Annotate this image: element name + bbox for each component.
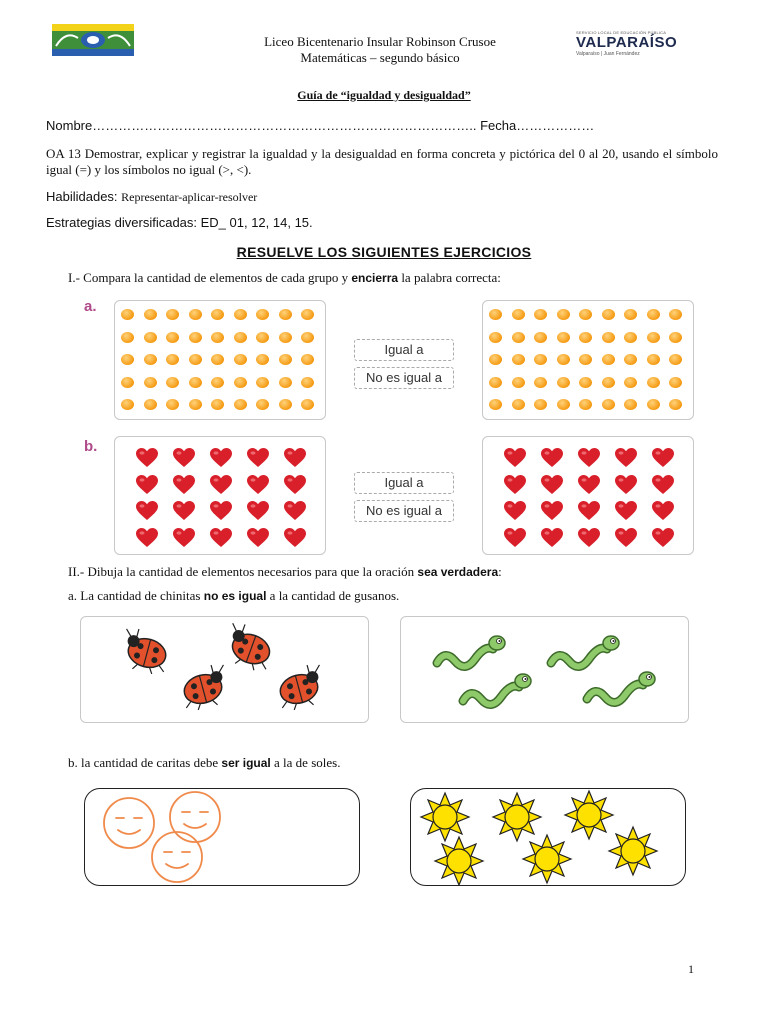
item-b-bold: ser igual [221,756,271,770]
orange-dot-icon [647,309,660,320]
heart-icon [578,501,600,521]
name-date-line: Nombre…………………………………………………………………………….. Fecha……………… [46,118,595,133]
exercise-b-label: b. [84,438,98,455]
orange-dot-icon [557,309,570,320]
sun-icon [609,827,657,875]
item-b-text-end: a la de soles. [270,755,341,770]
orange-dot-icon [144,399,157,410]
heart-icon [504,528,526,548]
orange-dot-icon [579,354,592,365]
orange-dot-icon [234,309,247,320]
orange-dot-icon [279,377,292,388]
heart-icon [504,501,526,521]
sun-icon [421,793,469,841]
worms-box [400,616,689,723]
heart-icon [504,448,526,468]
hearts-group-right [482,436,694,555]
orange-dot-icon [121,399,134,410]
orange-dot-icon [512,354,525,365]
orange-dot-icon [144,354,157,365]
orange-dot-icon [189,354,202,365]
orange-dot-icon [669,399,682,410]
heart-icon [652,448,674,468]
orange-dot-icon [579,377,592,388]
orange-dot-icon [189,309,202,320]
school-logo [52,24,134,56]
heart-icon [284,475,306,495]
heart-icon [210,475,232,495]
heart-icon [615,528,637,548]
orange-dot-icon [579,332,592,343]
orange-dot-icon [166,332,179,343]
smiley-face-icon [170,792,220,842]
orange-dot-icon [256,399,269,410]
strategies-text: Estrategias diversificadas: ED_ 01, 12, 14, 15. [46,215,313,230]
heart-icon [210,501,232,521]
ladybugs-box [80,616,369,723]
orange-dot-icon [669,332,682,343]
orange-dot-icon [121,309,134,320]
orange-dot-icon [279,309,292,320]
heart-icon [541,501,563,521]
part1-instruction: I.- Compara la cantidad de elementos de cada grupo y [68,270,352,285]
orange-dot-icon [647,399,660,410]
smiley-face-icon [104,798,154,848]
skills-label: Habilidades: [46,189,122,204]
heart-icon [615,475,637,495]
heart-icon [578,475,600,495]
heart-icon [210,528,232,548]
orange-dot-icon [234,399,247,410]
item-a-text-end: a la cantidad de gusanos. [266,588,400,603]
orange-dot-icon [144,332,157,343]
heart-icon [541,528,563,548]
orange-dot-icon [602,309,615,320]
page-title: Guía de “igualdad y desigualdad” [297,88,471,102]
brand-text: VALPARAÍSO [576,34,678,51]
orange-dot-icon [301,332,314,343]
orange-dot-icon [301,354,314,365]
part1-instruction-bold: encierra [351,271,399,285]
orange-dot-icon [534,332,547,343]
item-b-text: b. la cantidad de caritas debe [68,755,222,770]
heart-icon [136,475,158,495]
heart-icon [136,528,158,548]
heart-icon [210,448,232,468]
option-not-equal-b[interactable]: No es igual a [354,500,454,522]
orange-dot-icon [512,377,525,388]
orange-dot-icon [234,354,247,365]
orange-dot-icon [624,354,637,365]
orange-dot-icon [234,377,247,388]
ladybug-icon [117,626,173,677]
part2-instruction: II.- Dibuja la cantidad de elementos necesarios para que la oración [68,564,418,579]
orange-dot-icon [579,309,592,320]
orange-dot-icon [647,332,660,343]
part1-instruction-end: la palabra correcta: [398,270,501,285]
orange-dot-icon [489,377,502,388]
heart-icon [578,528,600,548]
orange-dot-icon [557,332,570,343]
heart-icon [247,448,269,468]
heart-icon [173,501,195,521]
orange-dot-icon [624,399,637,410]
orange-dot-icon [144,309,157,320]
orange-dot-icon [279,399,292,410]
orange-dot-icon [256,309,269,320]
heart-icon [578,448,600,468]
hearts-group-left [114,436,326,555]
orange-dot-icon [624,377,637,388]
heart-icon [136,501,158,521]
orange-dot-icon [557,354,570,365]
orange-dot-icon [624,332,637,343]
exercise-a-label: a. [84,298,97,315]
orange-dot-icon [602,377,615,388]
orange-dot-icon [121,332,134,343]
heart-icon [247,528,269,548]
orange-dot-icon [189,399,202,410]
heart-icon [136,448,158,468]
orange-dot-icon [534,309,547,320]
worm-icon [463,674,531,705]
heart-icon [173,448,195,468]
faces-box [84,788,360,886]
orange-dot-icon [211,309,224,320]
heart-icon [541,448,563,468]
orange-dot-icon [256,354,269,365]
orange-dot-icon [512,309,525,320]
orange-dot-icon [647,377,660,388]
orange-dot-icon [602,399,615,410]
orange-dot-icon [557,399,570,410]
orange-dot-icon [166,399,179,410]
orange-dot-icon [534,354,547,365]
worm-icon [587,672,655,703]
orange-dot-icon [624,309,637,320]
orange-dot-icon [512,399,525,410]
orange-dot-icon [489,332,502,343]
sun-icon [565,791,613,839]
heart-icon [541,475,563,495]
orange-dot-icon [166,377,179,388]
heart-icon [284,501,306,521]
orange-dot-icon [669,309,682,320]
sun-icon [523,835,571,883]
orange-dot-icon [279,354,292,365]
worm-icon [551,636,619,667]
worm-icon [437,636,505,667]
subject-name: Matemáticas – segundo básico [300,50,460,65]
heart-icon [652,501,674,521]
orange-dot-icon [602,354,615,365]
orange-dot-icon [647,354,660,365]
orange-dot-icon [166,354,179,365]
ladybug-icon [177,662,233,713]
option-equal-a[interactable]: Igual a [354,339,454,361]
orange-dot-icon [301,377,314,388]
orange-dot-icon [234,332,247,343]
orange-dot-icon [557,377,570,388]
item-a-text: a. La cantidad de chinitas [68,588,204,603]
orange-dot-icon [301,399,314,410]
heart-icon [173,528,195,548]
orange-dot-icon [489,399,502,410]
orange-dot-icon [489,354,502,365]
orange-dot-icon [279,332,292,343]
orange-dot-icon [211,377,224,388]
page-number: 1 [688,962,694,976]
section-title: RESUELVE LOS SIGUIENTES EJERCICIOS [236,244,532,260]
heart-icon [247,501,269,521]
suns-box [410,788,686,886]
orange-dot-icon [301,309,314,320]
heart-icon [652,475,674,495]
brand-sub-text: Valparaíso | Juan Fernández [576,51,640,57]
ladybug-icon [220,620,278,674]
orange-dot-icon [512,332,525,343]
orange-dot-icon [489,309,502,320]
heart-icon [173,475,195,495]
orange-dot-icon [211,399,224,410]
orange-dot-icon [211,332,224,343]
orange-dot-icon [121,354,134,365]
heart-icon [615,501,637,521]
objective-text: OA 13 Demostrar, explicar y registrar la igualdad y la desigualdad en forma concreta y pictórica del 0 al 20, usando el símbolo igual (=) y los símbolos no igual (>, <). [46,146,718,177]
orange-dot-icon [602,332,615,343]
valparaiso-logo [576,30,716,58]
orange-dot-icon [211,354,224,365]
skills-value: Representar-aplicar-resolver [121,190,258,204]
orange-dot-icon [144,377,157,388]
orange-dot-icon [579,399,592,410]
heart-icon [504,475,526,495]
item-a-bold: no es igual [203,589,267,603]
smiley-face-icon [152,832,202,882]
orange-dot-icon [256,332,269,343]
heart-icon [247,475,269,495]
part2-instruction-bold: sea verdadera [417,565,499,579]
heart-icon [652,528,674,548]
orange-dot-icon [669,377,682,388]
orange-dot-icon [121,377,134,388]
orange-dot-icon [189,332,202,343]
school-name: Liceo Bicentenario Insular Robinson Crusoe [264,34,496,49]
heart-icon [284,528,306,548]
sun-icon [435,837,483,885]
orange-dot-icon [166,309,179,320]
option-not-equal-a[interactable]: No es igual a [354,367,454,389]
orange-dot-icon [189,377,202,388]
orange-dot-icon [534,377,547,388]
heart-icon [284,448,306,468]
orange-dot-icon [256,377,269,388]
heart-icon [615,448,637,468]
dots-group-right [482,300,694,420]
orange-dot-icon [669,354,682,365]
orange-dot-icon [534,399,547,410]
ladybug-icon [273,662,329,713]
brand-small-text: SERVICIO LOCAL DE EDUCACIÓN PÚBLICA [576,30,667,35]
sun-icon [493,793,541,841]
part2-instruction-end: : [498,564,502,579]
dots-group-left [114,300,326,420]
option-equal-b[interactable]: Igual a [354,472,454,494]
